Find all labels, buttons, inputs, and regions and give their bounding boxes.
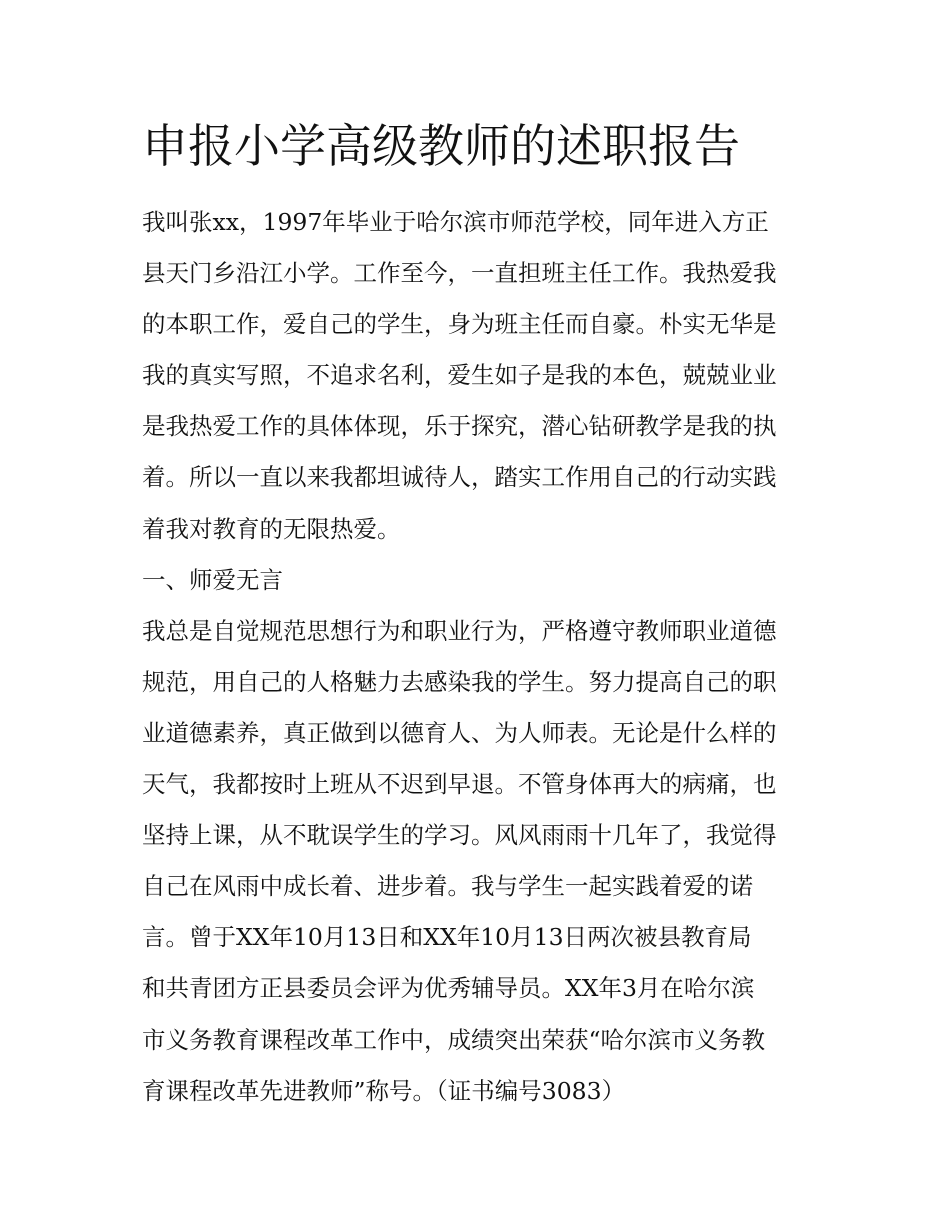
text-line: 是我热爱工作的具体体现，乐于探究，潜心钻研教学是我的执 [142, 412, 777, 441]
text-line: 育课程改革先进教师”称号。（证书编号3083） [142, 1076, 626, 1105]
document-title: 申报小学高级教师的述职报告 [142, 119, 740, 173]
document-body [142, 197, 822, 1117]
text-line: 市义务教育课程改革工作中，成绩突出荣获“哈尔滨市义务教 [142, 1025, 766, 1054]
text-line: 着。所以一直以来我都坦诚待人，踏实工作用自己的行动实践 [142, 463, 777, 492]
text-line: 的本职工作，爱自己的学生，身为班主任而自豪。朴实无华是 [142, 310, 777, 339]
text-line: 我总是自觉规范思想行为和职业行为，严格遵守教师职业道德 [142, 616, 777, 645]
text-line: 坚持上课，从不耽误学生的学习。风风雨雨十几年了，我觉得 [142, 821, 777, 850]
text-line: 天气，我都按时上班从不迟到早退。不管身体再大的病痛，也 [142, 770, 777, 799]
text-line: 言。曾于XX年10月13日和XX年10月13日两次被县教育局 [142, 923, 752, 952]
text-line: 规范，用自己的人格魅力去感染我的学生。努力提高自己的职 [142, 667, 777, 696]
text-line: 自己在风雨中成长着、进步着。我与学生一起实践着爱的诺 [142, 872, 753, 901]
text-line: 县天门乡沿江小学。工作至今，一直担班主任工作。我热爱我 [142, 259, 777, 288]
text-line: 和共青团方正县委员会评为优秀辅导员。XX年3月在哈尔滨 [142, 974, 755, 1003]
text-line: 我叫张xx，1997年毕业于哈尔滨市师范学校，同年进入方正 [142, 208, 769, 236]
text-line: 我的真实写照，不追求名利，爱生如子是我的本色，兢兢业业 [142, 361, 777, 390]
text-line: 业道德素养，真正做到以德育人、为人师表。无论是什么样的 [142, 718, 777, 747]
section-heading: 一、师爱无言 [142, 565, 283, 594]
text-line: 着我对教育的无限热爱。 [142, 514, 401, 543]
